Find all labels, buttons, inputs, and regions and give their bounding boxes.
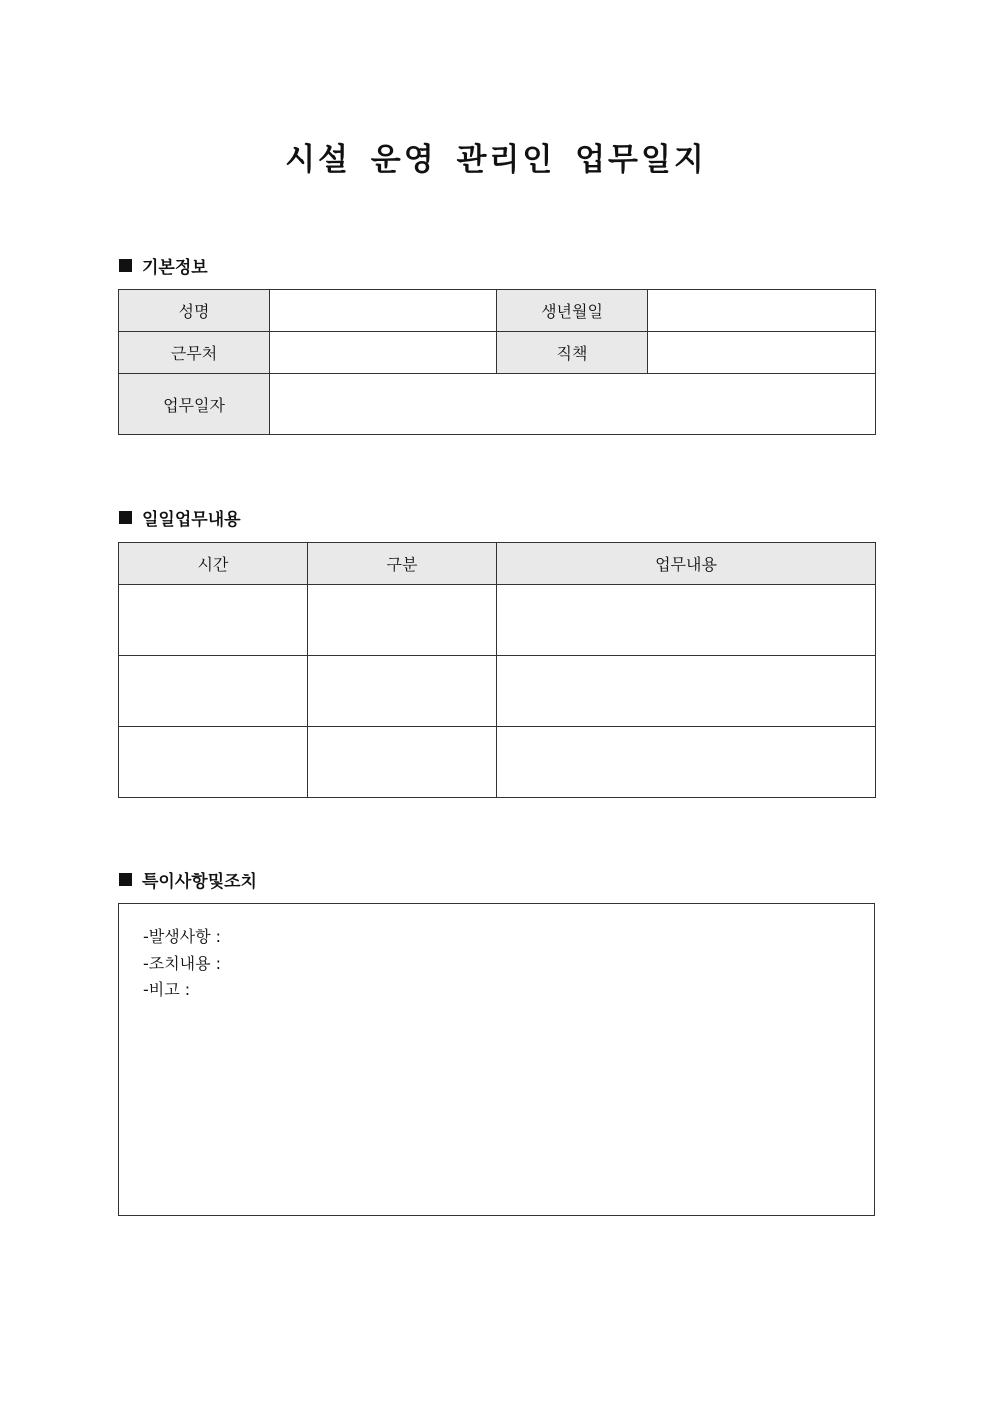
black-square-icon [119, 511, 132, 524]
black-square-icon [119, 873, 132, 886]
name-label: 성명 [119, 290, 270, 332]
incident-line [143, 924, 221, 951]
section-heading-label: 특이사항및조치 [142, 872, 257, 892]
column-header-task-content: 업무내용 [497, 543, 876, 585]
time-cell[interactable] [119, 585, 308, 656]
birthdate-field[interactable] [648, 290, 876, 332]
section-heading-notes [119, 867, 257, 892]
task-content-cell[interactable] [497, 656, 876, 727]
notes-list [143, 924, 221, 1004]
section-heading-daily-tasks [119, 505, 241, 530]
table-row [119, 727, 876, 798]
section-heading-label: 기본정보 [142, 258, 208, 278]
position-field[interactable] [648, 332, 876, 374]
work-date-label: 업무일자 [119, 374, 270, 435]
work-date-field[interactable] [270, 374, 876, 435]
column-header-category: 구분 [308, 543, 497, 585]
section-heading-label: 일일업무내용 [142, 510, 241, 530]
category-cell[interactable] [308, 727, 497, 798]
category-cell[interactable] [308, 656, 497, 727]
workplace-field[interactable] [270, 332, 497, 374]
category-cell[interactable] [308, 585, 497, 656]
action-label: -조치내용 : [143, 953, 222, 973]
table-row [119, 656, 876, 727]
time-cell[interactable] [119, 656, 308, 727]
workplace-label: 근무처 [119, 332, 270, 374]
column-header-time: 시간 [119, 543, 308, 585]
name-field[interactable] [270, 290, 497, 332]
remarks-line [143, 977, 221, 1004]
task-content-cell[interactable] [497, 585, 876, 656]
notes-box[interactable] [118, 903, 875, 1216]
daily-tasks-table [118, 542, 876, 798]
basic-info-table [118, 289, 876, 435]
time-cell[interactable] [119, 727, 308, 798]
black-square-icon [119, 259, 132, 272]
table-row [119, 585, 876, 656]
action-line [143, 951, 221, 978]
page-title: 시설 운영 관리인 업무일지 [285, 142, 707, 178]
section-heading-basic-info [119, 253, 208, 278]
task-content-cell[interactable] [497, 727, 876, 798]
incident-label: -발생사항 : [143, 927, 222, 946]
remarks-label: -비고 : [143, 980, 191, 999]
position-label: 직책 [497, 332, 648, 374]
birthdate-label: 생년월일 [497, 290, 648, 332]
